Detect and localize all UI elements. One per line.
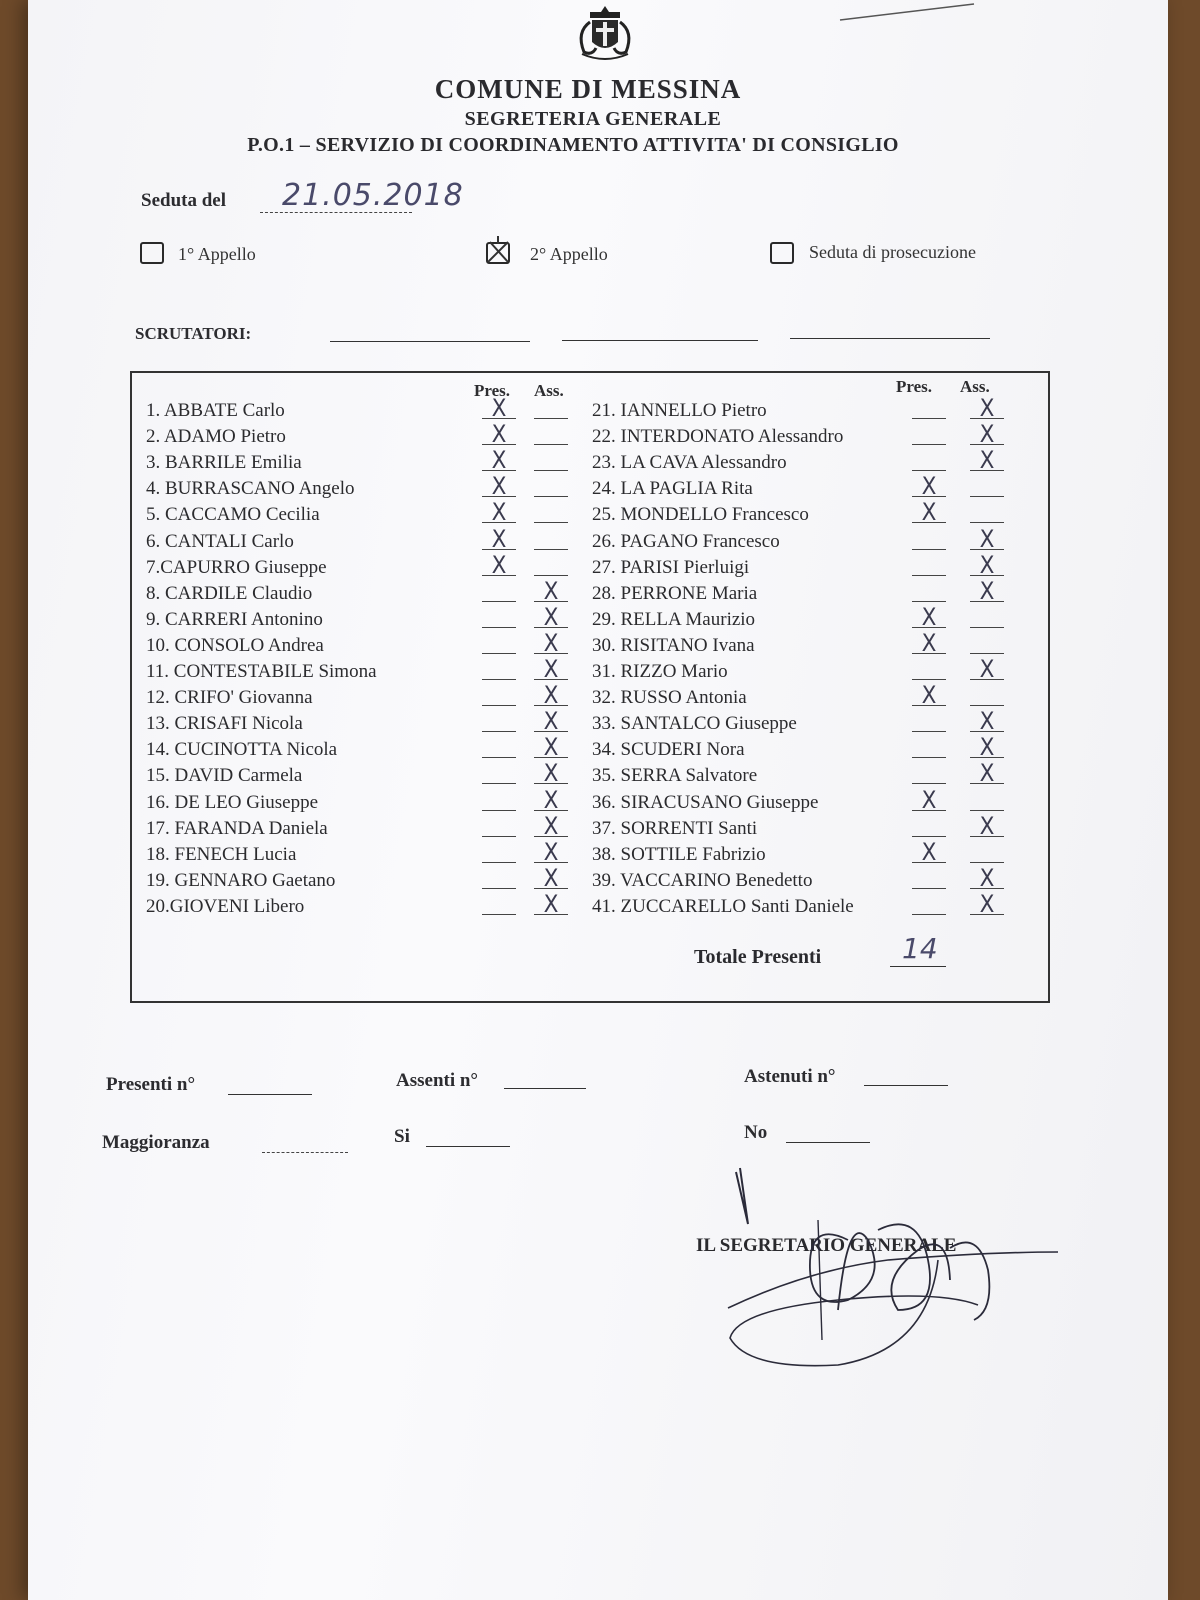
- member-name: 28. PERRONE Maria: [592, 582, 758, 604]
- member-name: 23. LA CAVA Alessandro: [592, 452, 787, 474]
- x-mark: X: [543, 759, 559, 788]
- seduta-prosecuzione-label: Seduta di prosecuzione: [809, 242, 976, 262]
- x-mark: X: [979, 733, 995, 762]
- member-name: 32. RUSSO Antonia: [592, 687, 747, 709]
- member-row: [592, 602, 1012, 635]
- member-name: 30. RISITANO Ivana: [592, 634, 755, 656]
- member-row: [146, 628, 566, 661]
- scrutatore-line-2: [562, 340, 758, 341]
- x-mark: X: [543, 576, 559, 605]
- x-mark: X: [979, 576, 995, 605]
- member-row: [592, 472, 1012, 504]
- totale-presenti-value: 14: [902, 932, 938, 965]
- x-mark: X: [543, 889, 559, 918]
- member-name: 8. CARDILE Claudio: [146, 582, 313, 604]
- member-name: 17. FARANDA Daniela: [146, 817, 328, 839]
- secondo-appello-label: 2° Appello: [530, 244, 608, 264]
- x-mark: X: [543, 707, 559, 736]
- member-row: [592, 681, 1012, 713]
- member-name: 7.CAPURRO Giuseppe: [146, 556, 327, 578]
- x-mark: X: [921, 628, 937, 657]
- present-slot[interactable]: [912, 731, 946, 732]
- member-row: [146, 602, 566, 635]
- absent-slot[interactable]: [534, 418, 568, 419]
- checkbox-seduta-prosecuzione[interactable]: [770, 242, 794, 264]
- absent-slot[interactable]: [534, 444, 568, 445]
- x-mark: X: [921, 602, 937, 631]
- member-name: 37. SORRENTI Santi: [592, 817, 758, 839]
- absent-slot[interactable]: [970, 705, 1004, 706]
- member-row: [146, 550, 566, 583]
- x-mark: X: [543, 863, 559, 892]
- present-slot[interactable]: [912, 418, 946, 419]
- x-mark: X: [979, 863, 995, 892]
- present-slot[interactable]: [482, 731, 516, 732]
- x-mark: X: [921, 785, 937, 814]
- scrutatore-line-1: [330, 341, 530, 342]
- absent-slot[interactable]: [534, 549, 568, 550]
- x-mark: X: [979, 655, 995, 683]
- present-slot[interactable]: [482, 810, 516, 811]
- member-name: 10. CONSOLO Andrea: [146, 634, 324, 656]
- totale-presenti-label: Totale Presenti: [694, 946, 822, 968]
- presenti-label: Presenti n°: [106, 1074, 196, 1095]
- member-row: [592, 420, 1012, 452]
- primo-appello-label: 1° Appello: [178, 244, 256, 264]
- x-mark: X: [543, 628, 559, 657]
- member-name: 11. CONTESTABILE Simona: [146, 661, 377, 682]
- member-name: 9. CARRERI Antonino: [146, 608, 323, 630]
- x-mark: X: [491, 446, 507, 475]
- member-row: [592, 837, 1012, 870]
- member-name: 35. SERRA Salvatore: [592, 765, 758, 787]
- member-name: 26. PAGANO Francesco: [592, 530, 780, 552]
- present-slot[interactable]: [912, 783, 946, 784]
- absent-slot[interactable]: [970, 862, 1004, 863]
- present-slot[interactable]: [912, 575, 946, 576]
- member-row: [592, 394, 1012, 426]
- absent-slot[interactable]: [534, 496, 568, 497]
- no-line[interactable]: [786, 1142, 870, 1143]
- x-mark: X: [979, 550, 995, 579]
- check-mark-icon: [486, 236, 510, 258]
- member-name: 1. ABBATE Carlo: [146, 400, 285, 421]
- member-row: [592, 655, 1012, 687]
- member-row: [592, 498, 1012, 530]
- member-name: 33. SANTALCO Giuseppe: [592, 713, 797, 735]
- member-row: [146, 655, 566, 687]
- x-mark: X: [491, 550, 507, 579]
- presenti-line[interactable]: [228, 1094, 312, 1095]
- member-name: 22. INTERDONATO Alessandro: [592, 426, 844, 448]
- handwritten-signature: [688, 1160, 1088, 1380]
- present-slot[interactable]: [482, 783, 516, 784]
- x-mark: X: [979, 889, 995, 918]
- checkbox-secondo-appello[interactable]: [486, 242, 510, 264]
- member-name: 27. PARISI Pierluigi: [592, 556, 750, 578]
- member-name: 24. LA PAGLIA Rita: [592, 478, 753, 500]
- absent-slot[interactable]: [534, 575, 568, 576]
- member-row: [146, 837, 566, 870]
- si-label: Si: [394, 1126, 410, 1147]
- x-mark: X: [921, 837, 937, 866]
- member-name: 41. ZUCCARELLO Santi Daniele: [592, 895, 854, 917]
- absent-slot[interactable]: [534, 470, 568, 471]
- present-slot[interactable]: [912, 549, 946, 550]
- member-row: [146, 811, 566, 844]
- present-slot[interactable]: [482, 705, 516, 706]
- member-row: [592, 628, 1012, 661]
- member-name: 19. GENNARO Gaetano: [146, 869, 336, 891]
- present-slot[interactable]: [912, 757, 946, 758]
- attendance-table: [130, 371, 1050, 1003]
- x-mark: X: [979, 446, 995, 475]
- x-mark: X: [491, 498, 507, 527]
- assenti-line[interactable]: [504, 1088, 586, 1089]
- present-slot[interactable]: [912, 836, 946, 837]
- present-slot[interactable]: [482, 862, 516, 863]
- member-row: [146, 733, 566, 765]
- present-slot[interactable]: [912, 914, 946, 915]
- x-mark: X: [543, 837, 559, 866]
- x-mark: X: [921, 681, 937, 710]
- member-row: [592, 446, 1012, 478]
- assenti-label: Assenti n°: [396, 1070, 479, 1091]
- member-name: 3. BARRILE Emilia: [146, 452, 302, 474]
- member-name: 34. SCUDERI Nora: [592, 739, 745, 761]
- member-row: [592, 811, 1012, 844]
- right-pres-header: Pres.: [896, 377, 933, 396]
- present-slot[interactable]: [912, 888, 946, 889]
- present-slot[interactable]: [912, 601, 946, 602]
- present-slot[interactable]: [482, 653, 516, 654]
- si-line[interactable]: [426, 1146, 510, 1147]
- present-slot[interactable]: [482, 601, 516, 602]
- member-row: [592, 733, 1012, 765]
- present-slot[interactable]: [482, 679, 516, 680]
- member-row: [592, 863, 1012, 896]
- x-mark: X: [979, 524, 995, 553]
- x-mark: X: [543, 681, 559, 710]
- session-date: 21.05.2018: [282, 178, 464, 213]
- maggioranza-label: Maggioranza: [102, 1132, 210, 1153]
- present-slot[interactable]: [912, 679, 946, 680]
- x-mark: X: [979, 811, 995, 840]
- member-row: [592, 759, 1012, 791]
- x-mark: X: [491, 524, 507, 553]
- x-mark: X: [921, 472, 937, 501]
- member-row: [592, 550, 1012, 583]
- member-row: [146, 707, 566, 739]
- x-mark: X: [543, 655, 559, 683]
- absent-slot[interactable]: [970, 653, 1004, 654]
- date-line: [260, 212, 412, 213]
- absent-slot[interactable]: [534, 522, 568, 523]
- x-mark: X: [979, 759, 995, 788]
- page-subtitle: SEGRETERIA GENERALE: [464, 108, 722, 130]
- member-name: 16. DE LEO Giuseppe: [146, 791, 319, 813]
- member-row: [592, 889, 1012, 922]
- absent-slot[interactable]: [970, 627, 1004, 628]
- x-mark: X: [979, 420, 995, 449]
- member-row: [146, 576, 566, 609]
- member-name: 2. ADAMO Pietro: [146, 426, 286, 448]
- scrutatori-label: SCRUTATORI:: [135, 324, 252, 343]
- x-mark: X: [491, 394, 507, 422]
- member-row: [146, 889, 566, 922]
- page-title: COMUNE DI MESSINA: [434, 74, 742, 104]
- absent-slot[interactable]: [970, 522, 1004, 523]
- astenuti-line[interactable]: [864, 1085, 948, 1086]
- member-name: 18. FENECH Lucia: [146, 843, 297, 865]
- absent-slot[interactable]: [970, 810, 1004, 811]
- checkbox-primo-appello[interactable]: [140, 242, 164, 264]
- x-mark: X: [491, 472, 507, 501]
- member-row: [592, 524, 1012, 557]
- member-row: [592, 785, 1012, 818]
- astenuti-label: Astenuti n°: [744, 1066, 836, 1087]
- member-row: [146, 863, 566, 896]
- member-name: 5. CACCAMO Cecilia: [146, 504, 320, 526]
- member-name: 25. MONDELLO Francesco: [592, 504, 809, 526]
- member-name: 6. CANTALI Carlo: [146, 530, 294, 552]
- member-row: [592, 576, 1012, 609]
- x-mark: X: [543, 811, 559, 840]
- present-slot[interactable]: [912, 444, 946, 445]
- member-name: 31. RIZZO Mario: [592, 661, 728, 682]
- maggioranza-line[interactable]: [262, 1152, 348, 1153]
- member-row: [592, 707, 1012, 739]
- member-name: 15. DAVID Carmela: [146, 765, 303, 787]
- present-slot[interactable]: [482, 914, 516, 915]
- member-name: 12. CRIFO' Giovanna: [146, 687, 313, 709]
- no-label: No: [744, 1122, 768, 1143]
- x-mark: X: [491, 420, 507, 449]
- x-mark: X: [543, 785, 559, 814]
- member-name: 14. CUCINOTTA Nicola: [146, 739, 338, 761]
- x-mark: X: [543, 733, 559, 762]
- document-page: [28, 0, 1168, 1600]
- absent-slot[interactable]: [970, 496, 1004, 497]
- member-row: [146, 785, 566, 818]
- present-slot[interactable]: [482, 836, 516, 837]
- x-mark: X: [921, 498, 937, 527]
- right-ass-header: Ass.: [960, 377, 990, 396]
- x-mark: X: [979, 707, 995, 736]
- member-name: 39. VACCARINO Benedetto: [592, 869, 813, 891]
- office-title: P.O.1 – SERVIZIO DI COORDINAMENTO ATTIVITA' DI CONSIGLIO: [247, 134, 899, 156]
- member-row: [146, 681, 566, 713]
- present-slot[interactable]: [912, 470, 946, 471]
- crest-emblem: [568, 4, 642, 62]
- scrutatore-line-3: [790, 338, 990, 339]
- member-name: 20.GIOVENI Libero: [146, 895, 305, 917]
- totale-line: [890, 966, 946, 967]
- member-row: [146, 759, 566, 791]
- segretario-title: IL SEGRETARIO GENERALE: [696, 1235, 957, 1256]
- left-ass-header: Ass.: [534, 381, 564, 400]
- member-name: 4. BURRASCANO Angelo: [146, 478, 355, 500]
- member-name: 36. SIRACUSANO Giuseppe: [592, 791, 819, 813]
- present-slot[interactable]: [482, 627, 516, 628]
- present-slot[interactable]: [482, 757, 516, 758]
- pen-stroke: [838, 0, 978, 24]
- member-name: 13. CRISAFI Nicola: [146, 713, 303, 735]
- member-name: 38. SOTTILE Fabrizio: [592, 843, 766, 865]
- member-name: 21. IANNELLO Pietro: [592, 400, 767, 421]
- member-name: 29. RELLA Maurizio: [592, 608, 756, 630]
- x-mark: X: [543, 602, 559, 631]
- left-pres-header: Pres.: [474, 381, 511, 400]
- present-slot[interactable]: [482, 888, 516, 889]
- x-mark: X: [979, 394, 995, 422]
- session-label: Seduta del: [141, 190, 226, 211]
